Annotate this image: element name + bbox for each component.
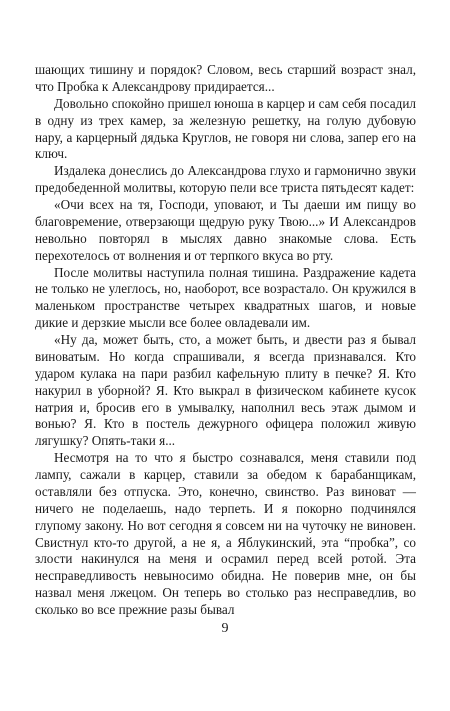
paragraph-monologue: «Ну да, может быть, сто, а может быть, и двести раз я бывал виноватым. Но когда спрашивали, я всегда признавался. Кто ударом кулака на пари разбил кафельную плиту в печке? Я. Кто накурил в уборной? Я. Кто выкрал в физическом кабинете кусок натрия и, бросив его в умывалку, наполнил весь этаж дымом и вонью? Я. Кто в постель дежурного офицера положил живую лягушку? Опять-таки я... — [35, 332, 416, 449]
page-number: 9 — [221, 621, 229, 636]
paragraph-prayer: «Очи всех на тя, Господи, уповают, и Ты даеши им пищу во благовремение, отверзающи щедрую руку Твою...» И Александров невольно повторял в мыслях давно знакомые слова. Есть перехотелось от волнения и от терпкого вкуса во рту. — [35, 197, 416, 263]
page-text — [35, 62, 416, 619]
paragraph: Довольно спокойно пришел юноша в карцер и сам себя посадил в одну из трех камер, за железную решетку, на голую дубовую нару, а карцерный дядька Круглов, не говоря ни слова, запер его на ключ. — [35, 95, 416, 162]
paragraph-continued: шающих тишину и порядок? Словом, весь старший возраст знал, что Пробка к Александрову придирается... — [35, 62, 416, 94]
paragraph: Издалека донеслись до Александрова глухо и гармонично звуки предобеденной молитвы, которую пели все триста пятьдесят кадет: — [35, 163, 416, 196]
paragraph: Несмотря на то что я быстро сознавался, меня ставили под лампу, сажали в карцер, ставили за обедом к барабанщикам, оставляли без отпуска. Это, конечно, свинство. Раз виноват — ничего не поделаешь, надо терпеть. И я покорно подчинялся глупому закону. Но вот сегодня я совсем ни на чуточку не виновен. Свистнул кто-то другой, а не я, а Яблукинский, эта “пробка”, со злости накинулся на меня и осрамил перед всей ротой. Эта несправедливость невыносимо обидна. Не поверив мне, он бы назвал меня лжецом. Он теперь во столько раз несправедлив, во сколько во все прежние разы бывал — [35, 450, 416, 617]
paragraph: После молитвы наступила полная тишина. Раздражение кадета не только не улеглось, но, наоборот, все возрастало. Он кружился в маленьком пространстве четырех квадратных шагов, и новые дикие и дерзкие мысли все более овладевали им. — [35, 264, 416, 331]
